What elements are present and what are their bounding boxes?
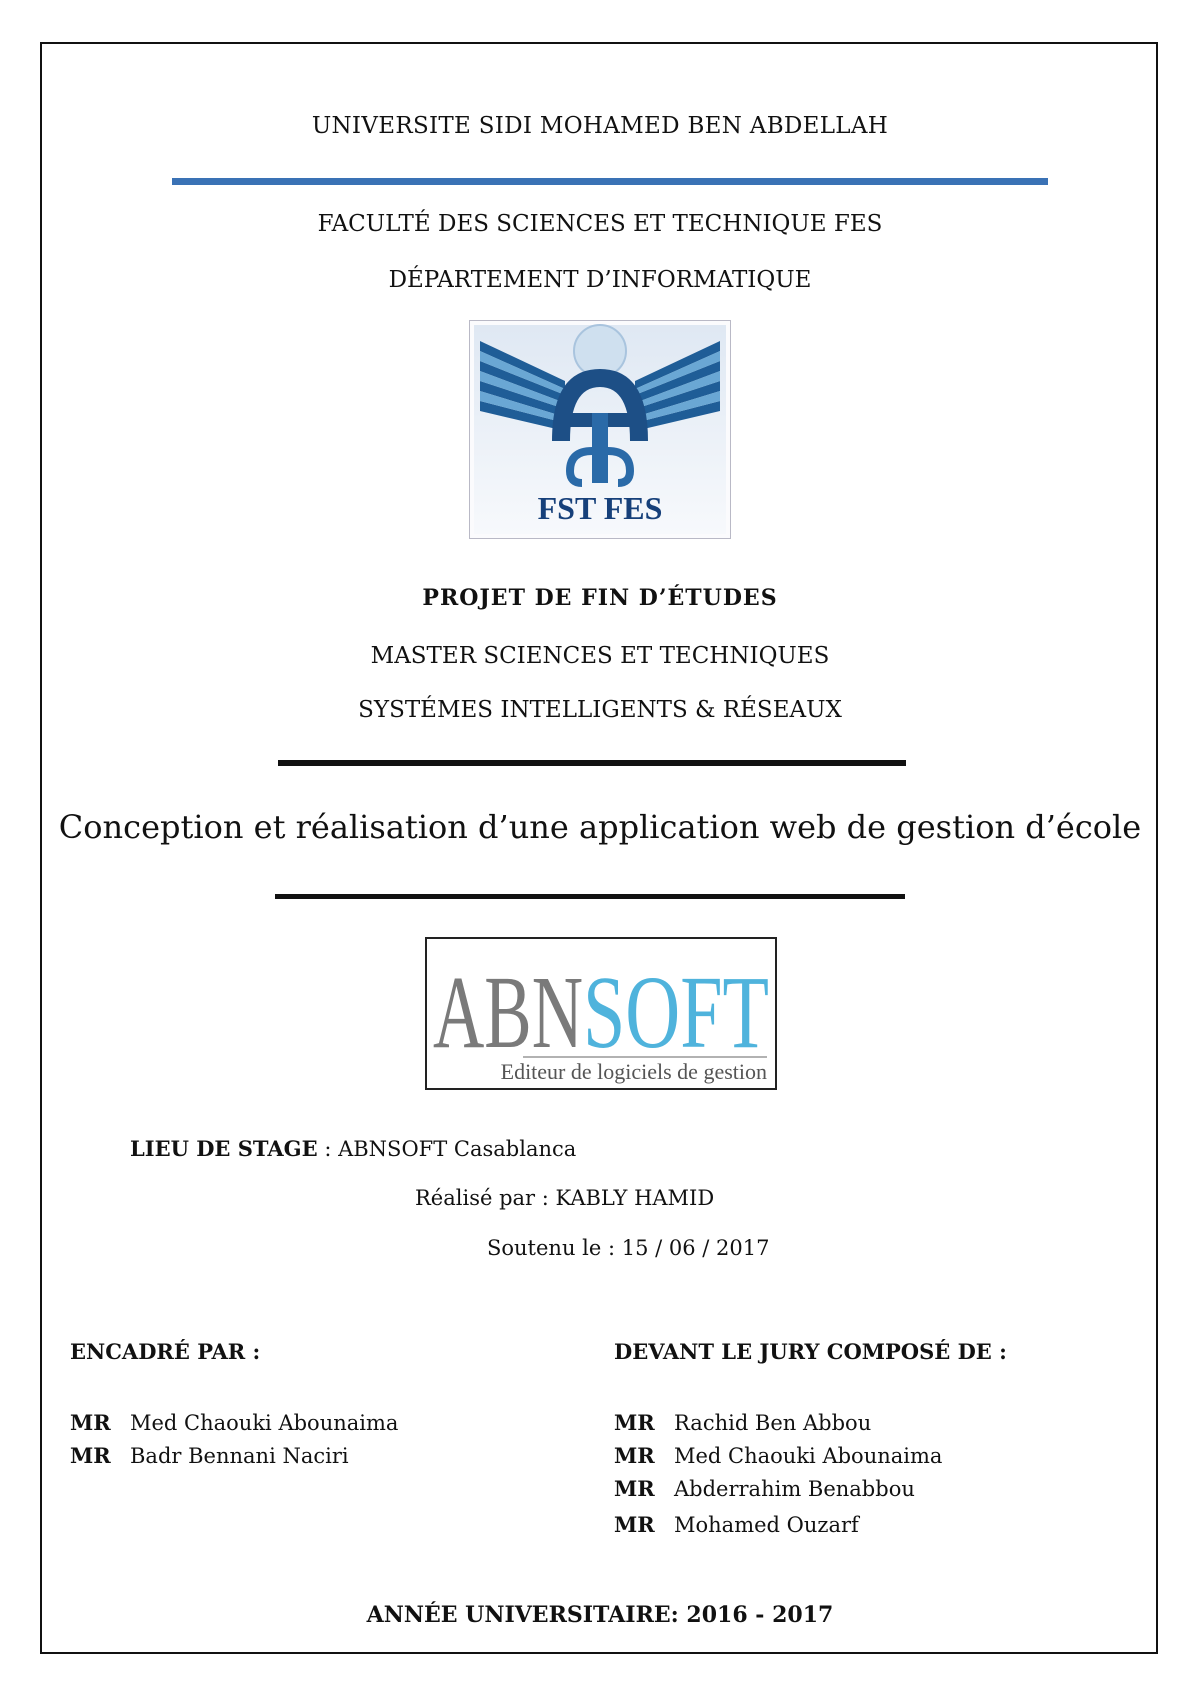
- jury-prefix: MR: [614, 1512, 655, 1537]
- title-divider-top: [278, 760, 906, 766]
- jury-name: Rachid Ben Abbou: [674, 1411, 872, 1435]
- internship-location: [130, 1136, 576, 1161]
- supervisor-item: [70, 1443, 349, 1468]
- defense-date: Soutenu le : 15 / 06 / 2017: [487, 1236, 770, 1260]
- jury-prefix: MR: [614, 1410, 655, 1435]
- university-name: UNIVERSITE SIDI MOHAMED BEN ABDELLAH: [311, 113, 889, 139]
- specialty: SYSTÉMES INTELLIGENTS & RÉSEAUX: [358, 697, 842, 723]
- supervisors-heading: ENCADRÉ PAR :: [70, 1339, 261, 1364]
- realized-by: Réalisé par : KABLY HAMID: [415, 1186, 715, 1210]
- department-name: DÉPARTEMENT D’INFORMATIQUE: [388, 267, 812, 293]
- abnsoft-logo-abn: ABN: [433, 955, 583, 1070]
- jury-prefix: MR: [614, 1443, 655, 1468]
- internship-location-value: : ABNSOFT Casablanca: [324, 1137, 577, 1161]
- jury-prefix: MR: [614, 1476, 655, 1501]
- project-title: Conception et réalisation d’une application web de gestion d’école: [58, 808, 1142, 846]
- blue-divider: [172, 178, 1048, 185]
- master-program: MASTER SCIENCES ET TECHNIQUES: [370, 643, 830, 669]
- jury-item: [614, 1410, 871, 1435]
- fst-fes-logo: [469, 320, 731, 539]
- supervisor-prefix: MR: [70, 1443, 111, 1468]
- jury-name: Abderrahim Benabbou: [674, 1477, 915, 1501]
- jury-heading: DEVANT LE JURY COMPOSÉ DE :: [614, 1339, 1007, 1364]
- supervisor-prefix: MR: [70, 1410, 111, 1435]
- title-divider-bottom: [275, 894, 905, 899]
- jury-name: Mohamed Ouzarf: [674, 1513, 859, 1537]
- fst-logo-text: FST FES: [537, 490, 663, 526]
- abnsoft-logo: [425, 937, 777, 1090]
- faculty-name: FACULTÉ DES SCIENCES ET TECHNIQUE FES: [317, 211, 883, 237]
- supervisor-item: [70, 1410, 398, 1435]
- academic-year: ANNÉE UNIVERSITAIRE: 2016 - 2017: [366, 1602, 834, 1628]
- jury-item: [614, 1512, 859, 1537]
- supervisor-name: Badr Bennani Naciri: [130, 1444, 349, 1468]
- jury-name: Med Chaouki Abounaima: [674, 1444, 943, 1468]
- jury-item: [614, 1443, 942, 1468]
- abnsoft-logo-soft: SOFT: [583, 955, 769, 1070]
- abnsoft-logo-graphic: [427, 939, 775, 1088]
- abnsoft-tagline: Editeur de logiciels de gestion: [500, 1059, 767, 1084]
- internship-location-label: LIEU DE STAGE: [130, 1136, 318, 1161]
- supervisor-name: Med Chaouki Abounaima: [130, 1411, 399, 1435]
- jury-item: [614, 1476, 915, 1501]
- project-type: PROJET DE FIN D’ÉTUDES: [422, 585, 778, 611]
- fst-logo-graphic: [470, 321, 730, 538]
